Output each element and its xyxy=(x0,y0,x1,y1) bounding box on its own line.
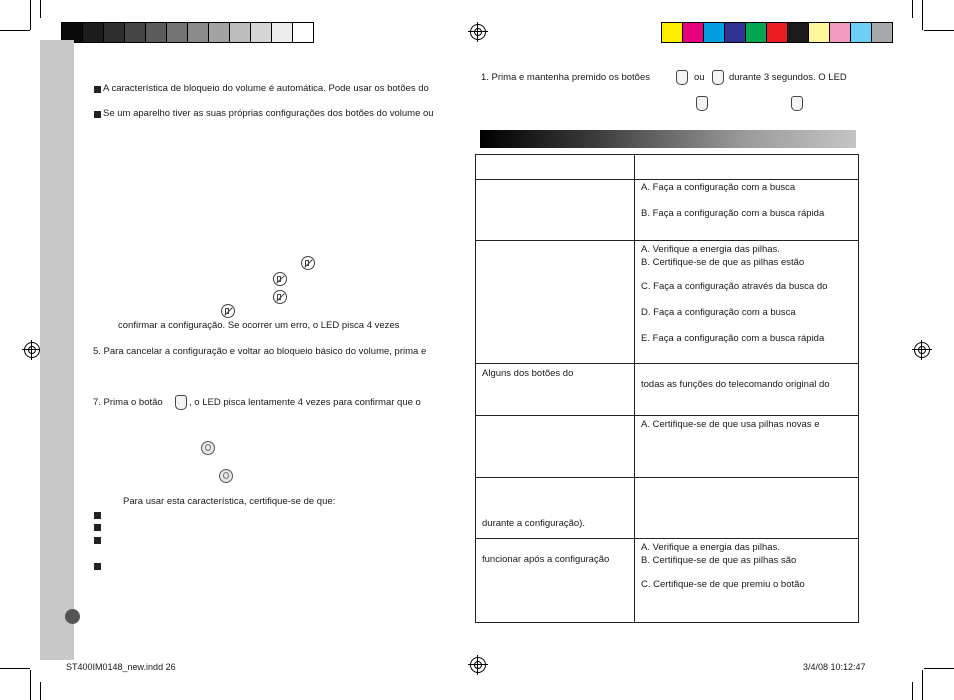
calibration-swatch xyxy=(82,22,104,43)
solution-line: todas as funções do telecomando original do xyxy=(641,379,830,390)
solution-cell xyxy=(635,539,858,621)
calibration-swatch xyxy=(124,22,146,43)
step-1-text: 1. Prima e mantenha premido os botões xyxy=(481,72,650,83)
bullet-icon xyxy=(94,86,101,93)
table-row xyxy=(476,478,859,539)
step-1-continuation: durante 3 segundos. O LED xyxy=(729,72,847,83)
solution-line: C. Faça a configuração através da busca do xyxy=(641,281,828,292)
crop-mark xyxy=(912,0,913,18)
solution-line: B. Certifique-se de que as pilhas são xyxy=(641,555,797,566)
table-cell xyxy=(635,155,859,180)
crop-mark xyxy=(924,30,954,31)
bullet-icon xyxy=(94,111,101,118)
solution-line: E. Faça a configuração com a busca rápida xyxy=(641,333,825,344)
crop-mark xyxy=(912,682,913,700)
table-cell xyxy=(476,180,635,241)
volume-settings-note: Se um aparelho tiver as suas próprias configurações dos botões do volume ou xyxy=(103,108,434,119)
calibration-swatch xyxy=(103,22,125,43)
mute-icon xyxy=(221,304,235,318)
registration-mark-icon xyxy=(914,342,930,358)
remote-button-icon xyxy=(791,96,803,111)
step-7-continuation: , o LED pisca lentamente 4 vezes para confirmar que o xyxy=(189,397,421,408)
table-cell xyxy=(635,364,859,416)
calibration-swatch xyxy=(787,22,809,43)
table-row xyxy=(476,416,859,478)
crop-mark xyxy=(40,682,41,700)
registration-mark-icon xyxy=(470,657,486,673)
solution-cell xyxy=(635,416,858,476)
calibration-swatch xyxy=(745,22,767,43)
table-row xyxy=(476,241,859,364)
solution-line: A. Faça a configuração com a busca xyxy=(641,182,796,193)
remote-button-icon xyxy=(712,70,724,85)
problem-line: durante a configuração). xyxy=(482,518,585,529)
page-number-dot xyxy=(65,609,80,624)
calibration-swatch xyxy=(661,22,683,43)
table-cell xyxy=(635,478,859,539)
solution-line: A. Verifique a energia das pilhas. xyxy=(641,542,780,553)
problem-line: Alguns dos botões do xyxy=(482,368,574,379)
calibration-swatch xyxy=(145,22,167,43)
calibration-swatch xyxy=(871,22,893,43)
crop-mark xyxy=(922,670,923,700)
solution-line: B. Faça a configuração com a busca rápida xyxy=(641,208,825,219)
problem-cell xyxy=(476,478,634,537)
volume-lock-note: A característica de bloqueio do volume é automática. Pode usar os botões do xyxy=(103,83,429,94)
mute-icon xyxy=(273,272,287,286)
calibration-swatch xyxy=(829,22,851,43)
problem-cell xyxy=(476,539,634,621)
table-row xyxy=(476,180,859,241)
step-1-or: ou xyxy=(694,72,705,83)
solution-cell xyxy=(635,155,858,159)
calibration-swatch xyxy=(703,22,725,43)
crop-mark xyxy=(30,670,31,700)
footer-filename: ST400IM0148_new.indd 26 xyxy=(66,662,176,672)
problem-cell xyxy=(476,155,634,159)
step-5-text: 5. Para cancelar a configuração e voltar ao bloqueio básico do volume, prima e xyxy=(93,346,427,357)
calibration-swatch xyxy=(187,22,209,43)
power-button-icon xyxy=(219,469,233,483)
solution-cell xyxy=(635,364,858,414)
table-row xyxy=(476,539,859,623)
mute-icon xyxy=(273,290,287,304)
bullet-icon xyxy=(94,563,101,570)
calibration-swatch xyxy=(208,22,230,43)
remote-button-icon xyxy=(696,96,708,111)
mute-icon xyxy=(301,256,315,270)
table-cell xyxy=(476,478,635,539)
registration-mark-icon xyxy=(470,24,486,40)
registration-mark-icon xyxy=(24,342,40,358)
solution-cell xyxy=(635,180,858,239)
crop-mark xyxy=(40,0,41,18)
section-header-bar xyxy=(480,130,856,148)
table-cell xyxy=(635,241,859,364)
solution-line: A. Verifique a energia das pilhas. xyxy=(641,244,780,255)
calibration-swatch xyxy=(229,22,251,43)
remote-button-icon xyxy=(175,395,187,410)
problem-line: funcionar após a configuração xyxy=(482,554,610,565)
calibration-swatch xyxy=(166,22,188,43)
table-cell xyxy=(476,364,635,416)
calibration-swatch xyxy=(271,22,293,43)
problem-cell xyxy=(476,364,634,414)
page-margin-strip xyxy=(40,40,74,660)
calibration-swatch xyxy=(682,22,704,43)
table-cell xyxy=(476,241,635,364)
solution-line: B. Certifique-se de que as pilhas estão xyxy=(641,257,805,268)
table-cell xyxy=(476,539,635,623)
bullet-icon xyxy=(94,524,101,531)
calibration-swatch xyxy=(766,22,788,43)
solution-line: C. Certifique-se de que premiu o botão xyxy=(641,579,805,590)
bullet-icon xyxy=(94,537,101,544)
table-cell xyxy=(476,416,635,478)
bullet-icon xyxy=(94,512,101,519)
power-button-icon xyxy=(201,441,215,455)
confirm-configuration-text: confirmar a configuração. Se ocorrer um erro, o LED pisca 4 vezes xyxy=(118,320,400,331)
crop-mark xyxy=(0,30,30,31)
table-cell xyxy=(635,180,859,241)
calibration-swatch xyxy=(724,22,746,43)
calibration-swatch xyxy=(850,22,872,43)
table-row xyxy=(476,364,859,416)
solution-line: D. Faça a configuração com a busca xyxy=(641,307,796,318)
solution-line: A. Certifique-se de que usa pilhas novas e xyxy=(641,419,820,430)
remote-button-icon xyxy=(676,70,688,85)
crop-mark xyxy=(924,668,954,669)
solution-cell xyxy=(635,241,858,362)
crop-mark xyxy=(0,668,30,669)
table-cell xyxy=(635,539,859,623)
crop-mark xyxy=(922,0,923,30)
table-row xyxy=(476,155,859,180)
table-cell xyxy=(476,155,635,180)
calibration-swatch xyxy=(292,22,314,43)
crop-mark xyxy=(30,0,31,30)
calibration-swatch xyxy=(808,22,830,43)
footer-datetime: 3/4/08 10:12:47 xyxy=(803,662,866,672)
calibration-swatch xyxy=(250,22,272,43)
troubleshooting-table xyxy=(475,154,859,623)
table-cell xyxy=(635,416,859,478)
step-7-text: 7. Prima o botão xyxy=(93,397,163,408)
feature-intro-text: Para usar esta característica, certifique-se de que: xyxy=(123,496,336,507)
